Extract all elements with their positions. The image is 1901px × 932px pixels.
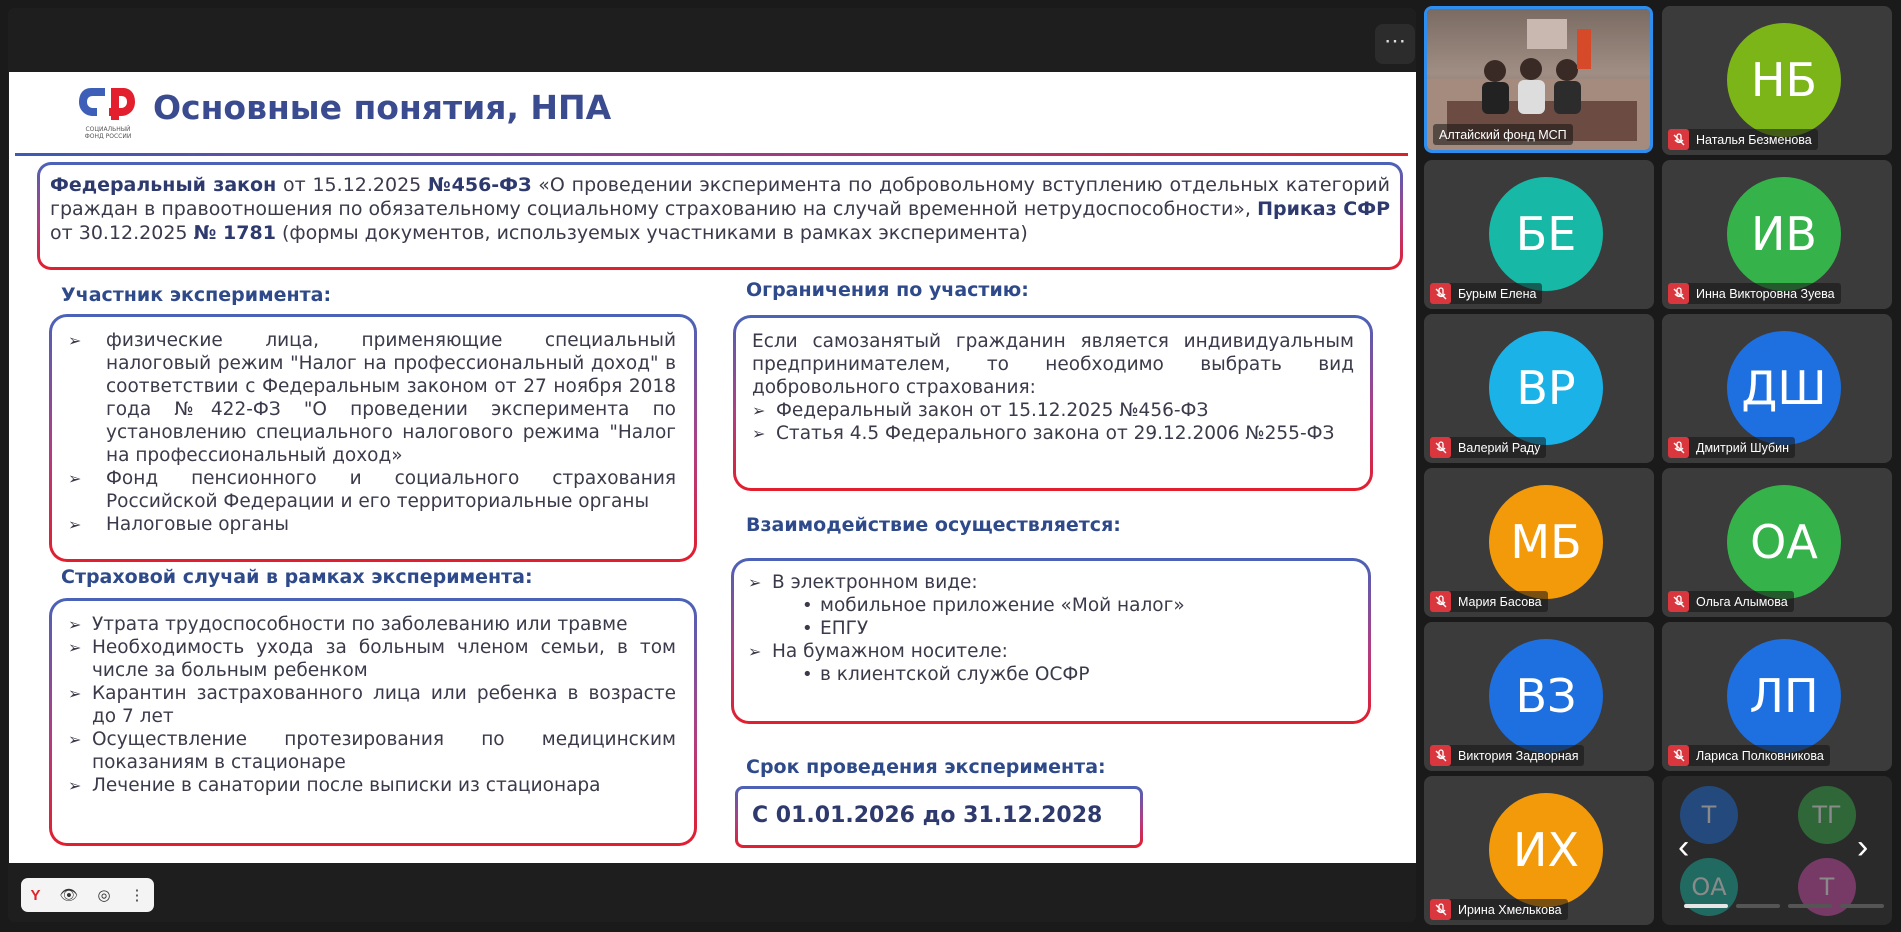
chevron-right-icon[interactable]: ›	[1857, 828, 1869, 866]
term-value: С 01.01.2026 до 31.12.2028	[752, 803, 1103, 828]
participant-tile[interactable]	[1662, 6, 1892, 155]
insurance-box	[49, 598, 697, 846]
pager-indicator[interactable]	[1840, 904, 1884, 908]
participant-name: Мария Басова	[1458, 594, 1542, 609]
avatar: ВР	[1489, 331, 1603, 445]
list-item: • ЕПГУ	[800, 617, 1352, 640]
participant-name: Дмитрий Шубин	[1696, 440, 1790, 455]
mic-muted-icon	[1430, 437, 1451, 458]
participants-panel	[1414, 0, 1901, 932]
more-participants-tile[interactable]	[1662, 776, 1892, 925]
participant-name: Бурым Елена	[1458, 286, 1537, 301]
participant-title: Участник эксперимента:	[61, 284, 332, 306]
yandex-icon[interactable]: Y	[30, 886, 41, 904]
list-item: • в клиентской службе ОСФР	[800, 663, 1352, 686]
participant-tile[interactable]	[1424, 776, 1654, 925]
term-box	[735, 786, 1143, 848]
avatar: ВЗ	[1489, 639, 1603, 753]
interaction-list	[748, 571, 1352, 594]
participant-nameplate	[1430, 899, 1568, 920]
participant-tile[interactable]	[1662, 468, 1892, 617]
slide-title: Основные понятия, НПА	[153, 88, 612, 127]
list-item: ➢ Лечение в санатории после выписки из стационара	[68, 774, 676, 797]
mic-muted-icon	[1430, 899, 1451, 920]
participant-box	[49, 314, 697, 562]
mini-avatar: ОА	[1680, 858, 1738, 916]
participant-nameplate	[1668, 129, 1818, 150]
mic-muted-icon	[1430, 591, 1451, 612]
mic-muted-icon	[1668, 437, 1689, 458]
camera-icon[interactable]: ◎	[97, 887, 111, 904]
pager-indicator[interactable]	[1788, 904, 1832, 908]
mic-muted-icon	[1668, 283, 1689, 304]
pager-indicator-active[interactable]	[1684, 904, 1728, 908]
law-box	[37, 162, 1403, 270]
order-number: № 1781	[193, 222, 276, 244]
restrictions-box	[733, 315, 1373, 491]
restrictions-text: Если самозанятый гражданин является индивидуальным предпринимателем, то необходимо выбрать вид добровольного страхования:	[752, 331, 1354, 398]
participant-name: Инна Викторовна Зуева	[1696, 286, 1835, 301]
law-number: №456-ФЗ	[428, 174, 532, 196]
more-options-button[interactable]: ⋯	[1375, 24, 1415, 64]
interaction-title: Взаимодействие осуществляется:	[746, 514, 1121, 536]
sfr-logo	[75, 80, 141, 150]
restrictions-title: Ограничения по участию:	[746, 279, 1029, 301]
insurance-title: Страховой случай в рамках эксперимента:	[61, 566, 533, 588]
mic-muted-icon	[1430, 283, 1451, 304]
mini-avatar: Т	[1798, 858, 1856, 916]
presentation-slide	[9, 72, 1416, 863]
avatar: ЛП	[1727, 639, 1841, 753]
list-item: ➢ Налоговые органы	[68, 513, 676, 536]
participant-name: Лариса Полковникова	[1696, 748, 1824, 763]
participant-nameplate	[1430, 437, 1546, 458]
participant-nameplate	[1668, 283, 1841, 304]
participant-tile[interactable]	[1424, 468, 1654, 617]
mic-muted-icon	[1668, 591, 1689, 612]
participant-nameplate	[1430, 283, 1542, 304]
participant-name: Алтайский фонд МСП	[1433, 124, 1573, 145]
participant-list	[68, 329, 676, 536]
paper-channels	[748, 663, 1352, 686]
eye-icon[interactable]: 👁	[59, 887, 79, 904]
order-date: от 30.12.2025	[50, 222, 194, 244]
list-item: ➢ На бумажном носителе:	[748, 640, 1352, 663]
participant-tile-altai-fund[interactable]	[1424, 6, 1653, 153]
list-item: ➢ В электронном виде:	[748, 571, 1352, 594]
law-description: «О проведении эксперимента по добровольному вступлению отдельных категорий граждан в правоотношения по обязательному социальному страхованию на случай временной нетрудоспособности»,	[50, 174, 1390, 220]
list-item: ➢ Карантин застрахованного лица или ребенка в возрасте до 7 лет	[68, 682, 676, 728]
participant-nameplate	[1668, 745, 1830, 766]
list-item: ➢ Необходимость ухода за больным членом семьи, в том числе за больным ребенком	[68, 636, 676, 682]
list-item: ➢ Федеральный закон от 15.12.2025 №456-ФЗ	[752, 399, 1354, 422]
law-label: Федеральный закон	[50, 174, 277, 196]
participant-tile[interactable]	[1424, 160, 1654, 309]
interaction-box	[731, 558, 1371, 724]
avatar: МБ	[1489, 485, 1603, 599]
participant-name: Наталья Безменова	[1696, 132, 1812, 147]
bottom-toolbar	[21, 878, 154, 912]
list-item: ➢ физические лица, применяющие специальный налоговый режим "Налог на профессиональный доход" в соответствии с Федеральным законом от 27 ноября 2018 года №422-ФЗ "О проведении эксперимента по установлению специального налогового режима "Налог на профессиональный доход»	[68, 329, 676, 467]
title-divider	[15, 153, 1408, 156]
participant-name: Виктория Задворная	[1458, 748, 1579, 763]
participant-name: Ирина Хмелькова	[1458, 902, 1562, 917]
mini-avatar: ТГ	[1798, 786, 1856, 844]
list-item: • мобильное приложение «Мой налог»	[800, 594, 1352, 617]
avatar: ИВ	[1727, 177, 1841, 291]
term-title: Срок проведения эксперимента:	[746, 756, 1106, 778]
mic-muted-icon	[1430, 745, 1451, 766]
participant-name: Ольга Алымова	[1696, 594, 1788, 609]
avatar: ОА	[1727, 485, 1841, 599]
avatar: ИХ	[1489, 793, 1603, 907]
list-item: ➢ Фонд пенсионного и социального страхования Российской Федерации и его территориальные органы	[68, 467, 676, 513]
list-item: ➢ Статья 4.5 Федерального закона от 29.12.2006 №255-ФЗ	[752, 422, 1354, 445]
participant-nameplate	[1430, 745, 1584, 766]
list-item: ➢ Утрата трудоспособности по заболеванию или травме	[68, 613, 676, 636]
law-date: от 15.12.2025	[276, 174, 429, 196]
participant-tile[interactable]	[1424, 622, 1654, 771]
participant-name: Валерий Раду	[1458, 440, 1541, 455]
participant-nameplate	[1430, 591, 1548, 612]
insurance-list	[68, 613, 676, 797]
participant-tile[interactable]	[1662, 160, 1892, 309]
order-description: (формы документов, используемых участниками в рамках эксперимента)	[275, 222, 1028, 244]
menu-icon[interactable]: ⋮	[129, 887, 145, 904]
electronic-channels	[748, 594, 1352, 640]
avatar: ДШ	[1727, 331, 1841, 445]
participant-tile[interactable]	[1662, 314, 1892, 463]
mic-muted-icon	[1668, 745, 1689, 766]
order-label: Приказ СФР	[1257, 198, 1391, 220]
participant-nameplate	[1668, 437, 1795, 458]
participant-nameplate	[1668, 591, 1794, 612]
chevron-left-icon[interactable]: ‹	[1678, 828, 1690, 866]
mic-muted-icon	[1668, 129, 1689, 150]
interaction-list-paper	[748, 640, 1352, 663]
pager-indicator[interactable]	[1736, 904, 1780, 908]
avatar: БЕ	[1489, 177, 1603, 291]
participant-tile[interactable]	[1424, 314, 1654, 463]
list-item: ➢ Осуществление протезирования по медицинским показаниям в стационаре	[68, 728, 676, 774]
logo-caption: СОЦИАЛЬНЫЙ ФОНД РОССИИ	[84, 126, 132, 140]
participant-tile[interactable]	[1662, 622, 1892, 771]
avatar: НБ	[1727, 23, 1841, 137]
mini-avatar: Т	[1680, 786, 1738, 844]
restrictions-list	[752, 399, 1354, 445]
